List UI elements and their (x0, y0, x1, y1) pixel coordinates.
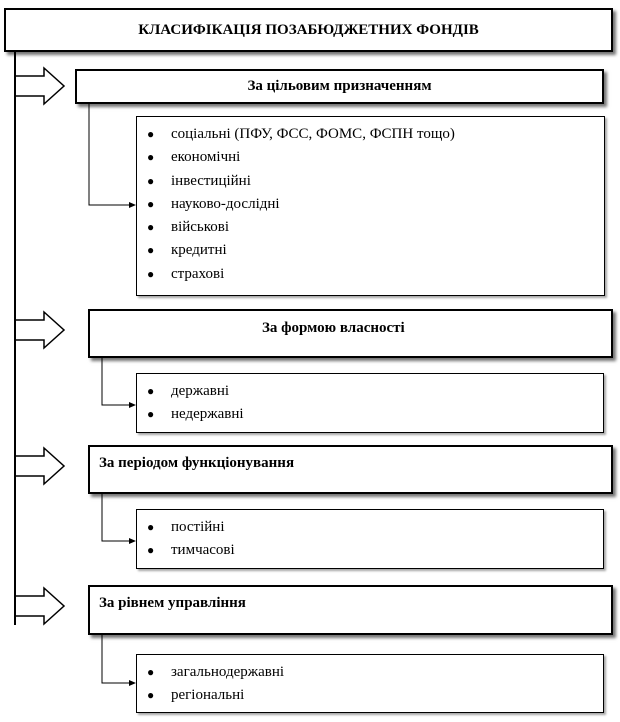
item-list (147, 516, 235, 563)
bullet-icon: ● (147, 173, 155, 188)
group-heading: За періодом функціонування (99, 455, 295, 471)
diagram-title: КЛАСИФІКАЦІЯ ПОЗАБЮДЖЕТНИХ ФОНДІВ (138, 21, 479, 38)
list-item: ● страхові (147, 263, 455, 286)
item-list (147, 661, 284, 708)
bullet-icon: ● (147, 127, 155, 141)
elbow-connector-4 (102, 635, 132, 683)
list-item: ● регіональні (147, 684, 284, 707)
list-item: ● недержавні (147, 403, 244, 426)
elbow-arrowhead-2 (129, 402, 136, 408)
group-heading: За формою власності (262, 320, 405, 336)
item-list (147, 380, 244, 427)
list-item: ● економічні (147, 146, 455, 169)
elbow-arrowhead-4 (129, 680, 136, 686)
group-heading: За рівнем управління (99, 595, 246, 611)
list-item: ● соціальні (ПФУ, ФСС, ФОМС, ФСПН тощо) (147, 123, 455, 146)
arrow-4 (16, 588, 64, 624)
elbow-connector-2 (102, 358, 132, 405)
bullet-icon: ● (147, 243, 155, 258)
group-heading: За цільовим призначенням (247, 78, 432, 94)
bullet-icon: ● (147, 543, 155, 558)
group-items-box-ownership (136, 373, 604, 433)
item-list (147, 123, 455, 286)
group-heading-box-ownership (88, 309, 613, 358)
arrow-2 (16, 312, 64, 348)
diagram-title-box (4, 8, 613, 52)
bullet-icon: ● (147, 150, 155, 165)
arrow-1 (16, 68, 64, 104)
elbow-connector-3 (102, 494, 132, 541)
group-heading-box-level (88, 585, 613, 635)
bullet-icon: ● (147, 688, 155, 703)
group-items-box-period (136, 509, 604, 569)
group-items-box-purpose (136, 116, 605, 296)
bullet-icon: ● (147, 266, 155, 281)
bullet-icon: ● (147, 407, 155, 422)
elbow-connector-1 (89, 104, 132, 205)
list-item: ● постійні (147, 516, 235, 539)
list-item: ● військові (147, 216, 455, 239)
list-item: ● науково-дослідні (147, 193, 455, 216)
list-item: ● державні (147, 380, 244, 403)
elbow-arrowhead-3 (129, 538, 136, 544)
group-items-box-level (136, 654, 604, 713)
bullet-icon: ● (147, 665, 155, 679)
bullet-icon: ● (147, 196, 155, 211)
bullet-icon: ● (147, 520, 155, 534)
list-item: ● кредитні (147, 239, 455, 262)
bullet-icon: ● (147, 384, 155, 398)
bullet-icon: ● (147, 220, 155, 235)
group-heading-box-purpose (75, 69, 604, 104)
elbow-arrowhead-1 (129, 202, 136, 208)
arrow-3 (16, 448, 64, 484)
list-item: ● загальнодержавні (147, 661, 284, 684)
list-item: ● інвестиційні (147, 170, 455, 193)
list-item: ● тимчасові (147, 539, 235, 562)
group-heading-box-period (88, 445, 613, 494)
